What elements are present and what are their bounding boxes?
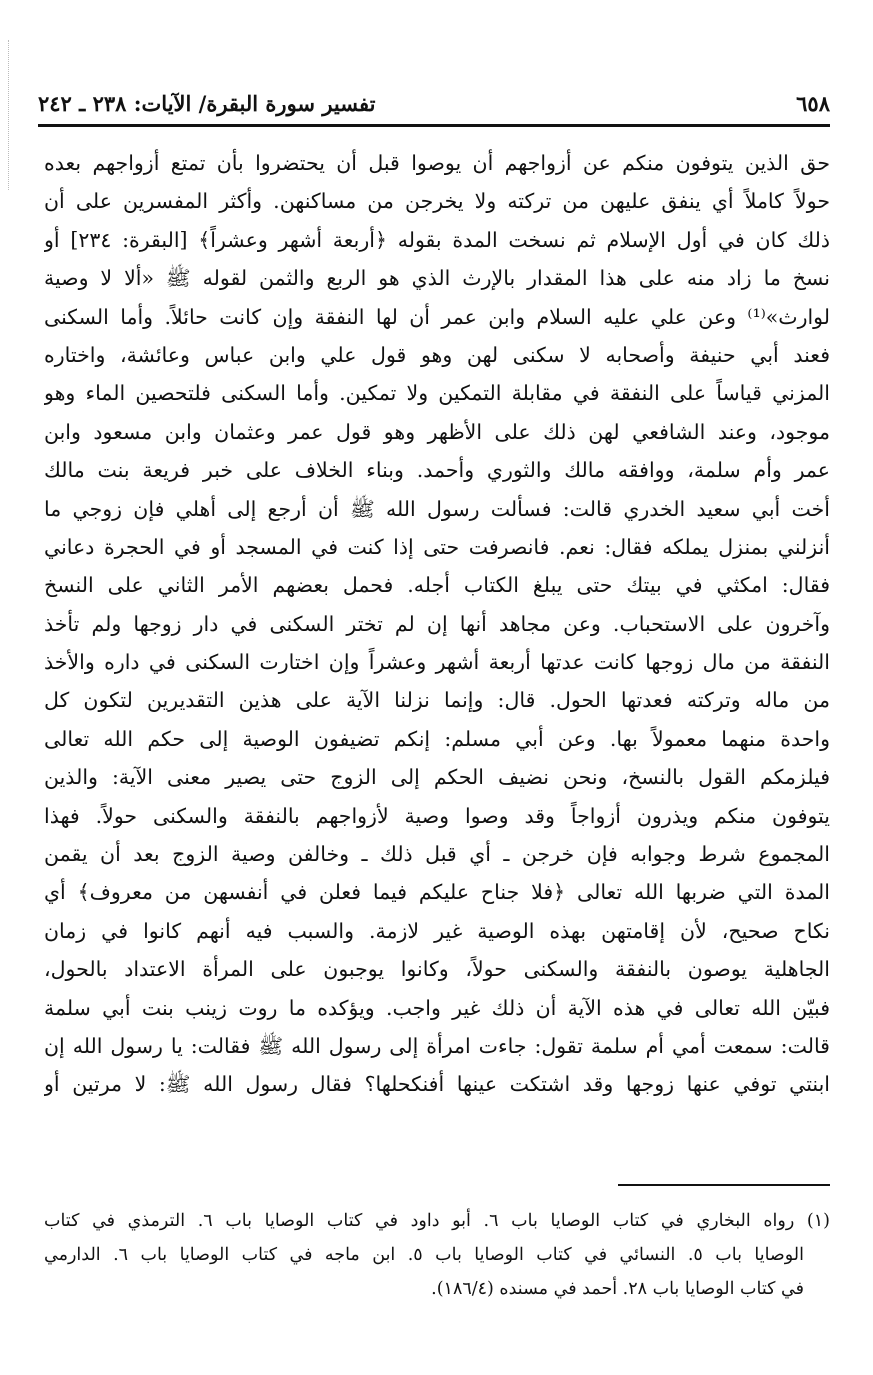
text-line: المجموع شرط وجوابه فإن خرجن ـ أي قبل ذلك ـ وخالفن وصية الزوج بعد أن يقمن (44, 842, 830, 867)
text-line: النفقة من مال زوجها كانت عدتها أربعة أشهر وعشراً وإن اختارت السكنى في داره والأخذ (44, 650, 830, 675)
text-line: الجاهلية يوصون بالنفقة والسكنى حولاً، وكانوا يوجبون على المرأة الاعتداد بالحول، (44, 957, 830, 982)
scan-artifact (8, 40, 21, 190)
text-line: فعند أبي حنيفة وأصحابه لا سكنى لهن وهو قول علي وابن عباس وعائشة، واختاره (44, 342, 830, 367)
text-line: من ماله وتركته فعدتها الحول. قال: وإنما نزلنا الآية على هذين التقديرين لتكون كل (44, 688, 830, 713)
text-line: المدة التي ضربها الله تعالى ﴿فلا جناح عليكم فيما فعلن في أنفسهن من معروف﴾ أي (44, 880, 830, 905)
text-line: حولاً كاملاً أي ينفق عليهن من تركته ولا يخرجن من مساكنهن. وأكثر المفسرين على أن (44, 189, 830, 214)
text-line: فبيّن الله تعالى في هذه الآية أن ذلك غير واجب. ويؤكده ما روت زينب بنت أبي سلمة (44, 995, 830, 1020)
text-line: فيلزمكم القول بالنسخ، ونحن نضيف الحكم إلى الزوج حتى يصير معنى الآية: والذين (44, 765, 830, 790)
text-line: موجود، وعند الشافعي لهن ذلك على الأظهر وهو قول عمر وعثمان وابن مسعود وابن (44, 419, 830, 444)
page-title: تفسير سورة البقرة/ الآيات: ٢٣٨ ـ ٢٤٢ (38, 90, 376, 116)
text-line: نكاح صحيح، لأن إقامتهن بهذه الوصية غير لازمة. والسبب فيه أنهم كانوا في زمان (44, 918, 830, 943)
footnote-line: الوصايا باب ٥. النسائي في كتاب الوصايا باب ٥. ابن ماجه في كتاب الوصايا باب ٦. الدارمي (44, 1245, 804, 1265)
body-text (44, 144, 830, 1104)
text-line: أنزلني بمنزل يملكه فقال: نعم. فانصرفت حتى إذا كنت في المسجد أو في الحجرة دعاني (44, 534, 830, 559)
text-line: نسخ ما زاد منه على هذا المقدار بالإرث الذي هو الربع والثمن لقوله ﷺ «ألا لا وصية (44, 266, 830, 291)
text-line: واحدة منهما معمولاً بها. وعن أبي مسلم: إنكم تضيفون الوصية إلى حكم الله تعالى (44, 726, 830, 751)
footnote-rule (618, 1184, 830, 1186)
text-line: أخت أبي سعيد الخدري قالت: فسألت رسول الله ﷺ أن أرجع إلى أهلي فإن زوجي ما (44, 496, 830, 521)
header-rule (38, 124, 830, 127)
text-line: فقال: امكثي في بيتك حتى يبلغ الكتاب أجله. فحمل بعضهم الأمر الثاني على النسخ (44, 573, 830, 598)
text-line: حق الذين يتوفون منكم عن أزواجهم أن يوصوا قبل أن يحتضروا بأن تمتع أزواجهم بعده (44, 151, 830, 175)
footnote-line: في كتاب الوصايا باب ٢٨. أحمد في مسنده (١٨٦/٤). (431, 1279, 804, 1299)
text-line: لوارث»⁽¹⁾ وعن علي عليه السلام وابن عمر أن لها النفقة وإن كانت حائلاً. وأما السكنى (44, 304, 830, 329)
footnotes (44, 1204, 830, 1306)
running-head (38, 86, 830, 120)
page-number: ٦٥٨ (796, 90, 830, 116)
text-line: ذلك كان في أول الإسلام ثم نسخت المدة بقوله ﴿أربعة أشهر وعشراً﴾ [البقرة: ٢٣٤] أو (44, 227, 830, 252)
text-line: وآخرون على الاستحباب. وعن مجاهد أنها إن لم تختر السكنى في دار زوجها ولم تأخذ (44, 611, 830, 636)
text-line: يتوفون منكم ويذرون أزواجاً وقد وصوا وصية لأزواجهم بالنفقة والسكنى حولاً. فهذا (44, 803, 830, 828)
text-line: عمر وأم سلمة، ووافقه مالك والثوري وأحمد. وبناء الخلاف على خبر فريعة بنت مالك (44, 458, 830, 483)
text-line: ابنتي توفي عنها زوجها وقد اشتكت عينها أفنكحلها؟ فقال رسول الله ﷺ: لا مرتين أو (44, 1072, 830, 1097)
footnote-line: (١) رواه البخاري في كتاب الوصايا باب ٦. أبو داود في كتاب الوصايا باب ٦. الترمذي في كتاب (44, 1211, 830, 1231)
text-line: قالت: سمعت أمي أم سلمة تقول: جاءت امرأة إلى رسول الله ﷺ فقالت: يا رسول الله إن (44, 1033, 830, 1058)
text-line: المزني قياساً على النفقة في مقابلة التمكين ولا تمكين. وأما السكنى فلتحصين الماء وهو (44, 381, 830, 406)
